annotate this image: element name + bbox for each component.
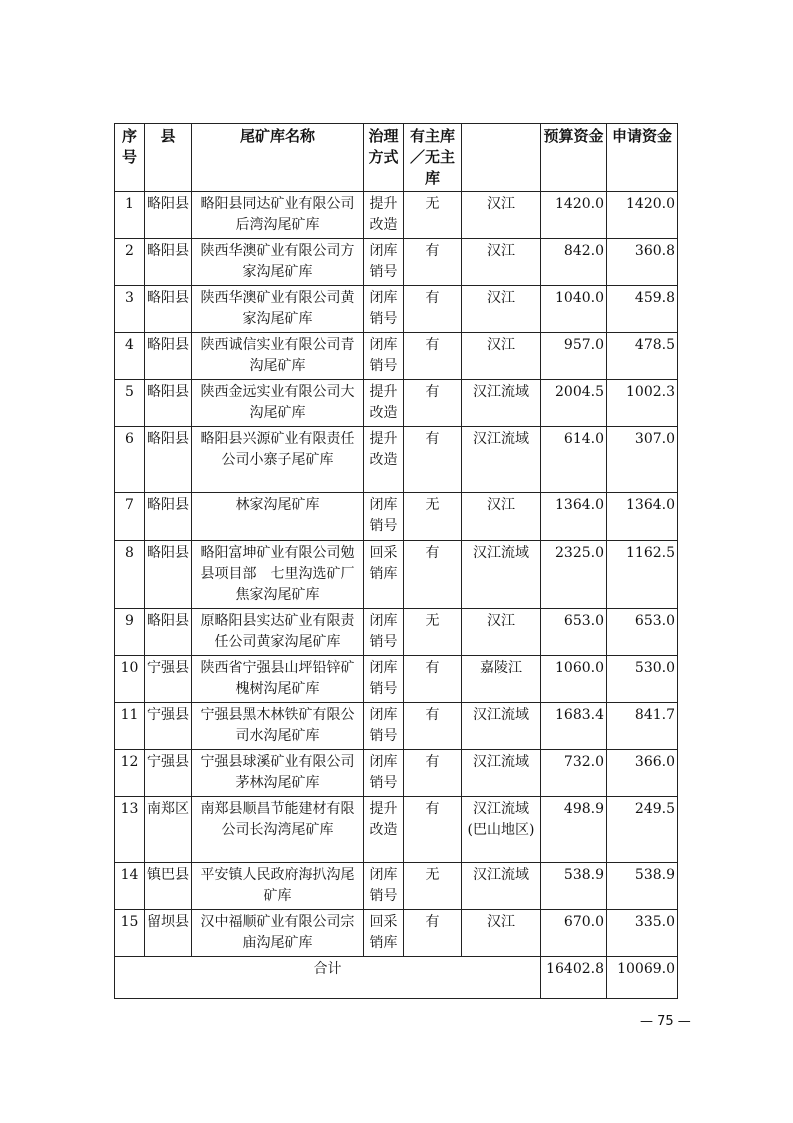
tailings-name-cell: 陕西省宁强县山坪铅锌矿槐树沟尾矿库 — [192, 656, 364, 703]
tailings-name-cell: 陕西诚信实业有限公司青沟尾矿库 — [192, 333, 364, 380]
row-number: 12 — [115, 750, 145, 797]
apply-cell: 538.9 — [607, 863, 678, 910]
header-basin — [462, 124, 541, 192]
tailings-name-cell: 陕西华澳矿业有限公司黄家沟尾矿库 — [192, 286, 364, 333]
owner-cell: 无 — [404, 863, 462, 910]
owner-cell: 无 — [404, 192, 462, 239]
row-number: 8 — [115, 541, 145, 609]
basin-cell: 汉江流域 — [462, 541, 541, 609]
row-number: 9 — [115, 609, 145, 656]
apply-cell: 1162.5 — [607, 541, 678, 609]
table-row — [115, 656, 678, 703]
owner-cell: 无 — [404, 609, 462, 656]
basin-cell: 汉江流域 — [462, 380, 541, 427]
basin-cell: 汉江 — [462, 239, 541, 286]
county-cell: 略阳县 — [145, 609, 192, 656]
tailings-name-cell: 陕西金远实业有限公司大沟尾矿库 — [192, 380, 364, 427]
tailings-name-cell: 原略阳县实达矿业有限责任公司黄家沟尾矿库 — [192, 609, 364, 656]
budget-cell: 538.9 — [541, 863, 607, 910]
basin-cell: 汉江 — [462, 286, 541, 333]
method-cell: 闭库销号 — [364, 286, 404, 333]
apply-cell: 530.0 — [607, 656, 678, 703]
method-cell: 闭库销号 — [364, 333, 404, 380]
table-row — [115, 493, 678, 541]
tailings-name-cell: 略阳县同达矿业有限公司后湾沟尾矿库 — [192, 192, 364, 239]
method-cell: 闭库销号 — [364, 703, 404, 750]
header-apply: 申请资金 — [607, 124, 678, 192]
table-row — [115, 910, 678, 957]
county-cell: 略阳县 — [145, 239, 192, 286]
row-number: 14 — [115, 863, 145, 910]
owner-cell: 有 — [404, 286, 462, 333]
owner-cell: 有 — [404, 541, 462, 609]
county-cell: 宁强县 — [145, 656, 192, 703]
tailings-name-cell: 略阳县兴源矿业有限责任公司小寨子尾矿库 — [192, 427, 364, 493]
basin-cell: 汉江 — [462, 333, 541, 380]
header-owner: 有主库／无主库 — [404, 124, 462, 192]
tailings-name-cell: 平安镇人民政府海扒沟尾矿库 — [192, 863, 364, 910]
table-row — [115, 609, 678, 656]
apply-cell: 841.7 — [607, 703, 678, 750]
row-number: 10 — [115, 656, 145, 703]
apply-cell: 459.8 — [607, 286, 678, 333]
row-number: 2 — [115, 239, 145, 286]
header-budget: 预算资金 — [541, 124, 607, 192]
header-method: 治理方式 — [364, 124, 404, 192]
apply-cell: 1364.0 — [607, 493, 678, 541]
total-row — [115, 957, 678, 999]
table-row — [115, 286, 678, 333]
tailings-name-cell: 汉中福顺矿业有限公司宗庙沟尾矿库 — [192, 910, 364, 957]
table-row — [115, 380, 678, 427]
total-apply: 10069.0 — [607, 957, 678, 999]
basin-cell: 汉江流域 — [462, 703, 541, 750]
budget-cell: 1364.0 — [541, 493, 607, 541]
apply-cell: 366.0 — [607, 750, 678, 797]
basin-cell: 汉江流域 — [462, 863, 541, 910]
table-body — [115, 192, 678, 999]
header-name: 尾矿库名称 — [192, 124, 364, 192]
county-cell: 宁强县 — [145, 750, 192, 797]
basin-cell: 汉江 — [462, 192, 541, 239]
row-number: 7 — [115, 493, 145, 541]
row-number: 5 — [115, 380, 145, 427]
method-cell: 闭库销号 — [364, 493, 404, 541]
county-cell: 略阳县 — [145, 427, 192, 493]
county-cell: 略阳县 — [145, 541, 192, 609]
budget-cell: 2325.0 — [541, 541, 607, 609]
method-cell: 闭库销号 — [364, 239, 404, 286]
budget-cell: 653.0 — [541, 609, 607, 656]
budget-cell: 1040.0 — [541, 286, 607, 333]
basin-cell: 汉江 — [462, 609, 541, 656]
basin-cell: 嘉陵江 — [462, 656, 541, 703]
header-row — [115, 124, 678, 192]
method-cell: 提升改造 — [364, 797, 404, 863]
method-cell: 提升改造 — [364, 192, 404, 239]
budget-cell: 670.0 — [541, 910, 607, 957]
header-county: 县 — [145, 124, 192, 192]
tailings-name-cell: 南郑县顺昌节能建材有限公司长沟湾尾矿库 — [192, 797, 364, 863]
owner-cell: 有 — [404, 703, 462, 750]
county-cell: 略阳县 — [145, 333, 192, 380]
method-cell: 回采销库 — [364, 541, 404, 609]
apply-cell: 1002.3 — [607, 380, 678, 427]
funding-table — [114, 123, 678, 999]
basin-cell: 汉江流域 — [462, 750, 541, 797]
county-cell: 宁强县 — [145, 703, 192, 750]
method-cell: 提升改造 — [364, 380, 404, 427]
table-row — [115, 333, 678, 380]
table-row — [115, 239, 678, 286]
apply-cell: 653.0 — [607, 609, 678, 656]
method-cell: 闭库销号 — [364, 656, 404, 703]
tailings-name-cell: 略阳富坤矿业有限公司勉县项目部 七里沟选矿厂焦家沟尾矿库 — [192, 541, 364, 609]
owner-cell: 有 — [404, 333, 462, 380]
row-number: 3 — [115, 286, 145, 333]
table-row — [115, 192, 678, 239]
budget-cell: 1060.0 — [541, 656, 607, 703]
owner-cell: 有 — [404, 797, 462, 863]
table-row — [115, 427, 678, 493]
apply-cell: 249.5 — [607, 797, 678, 863]
budget-cell: 842.0 — [541, 239, 607, 286]
county-cell: 镇巴县 — [145, 863, 192, 910]
budget-cell: 614.0 — [541, 427, 607, 493]
budget-cell: 1683.4 — [541, 703, 607, 750]
method-cell: 闭库销号 — [364, 863, 404, 910]
apply-cell: 335.0 — [607, 910, 678, 957]
total-label: 合计 — [115, 957, 541, 999]
owner-cell: 无 — [404, 493, 462, 541]
county-cell: 略阳县 — [145, 493, 192, 541]
header-no: 序号 — [115, 124, 145, 192]
method-cell: 提升改造 — [364, 427, 404, 493]
owner-cell: 有 — [404, 427, 462, 493]
apply-cell: 360.8 — [607, 239, 678, 286]
budget-cell: 1420.0 — [541, 192, 607, 239]
apply-cell: 307.0 — [607, 427, 678, 493]
table-row — [115, 703, 678, 750]
page-number: — 75 — — [640, 1014, 691, 1029]
owner-cell: 有 — [404, 380, 462, 427]
method-cell: 闭库销号 — [364, 750, 404, 797]
row-number: 13 — [115, 797, 145, 863]
method-cell: 闭库销号 — [364, 609, 404, 656]
county-cell: 略阳县 — [145, 380, 192, 427]
basin-cell: 汉江 — [462, 493, 541, 541]
county-cell: 南郑区 — [145, 797, 192, 863]
county-cell: 略阳县 — [145, 192, 192, 239]
owner-cell: 有 — [404, 656, 462, 703]
row-number: 11 — [115, 703, 145, 750]
table-row — [115, 797, 678, 863]
table-row — [115, 863, 678, 910]
tailings-name-cell: 林家沟尾矿库 — [192, 493, 364, 541]
owner-cell: 有 — [404, 239, 462, 286]
county-cell: 留坝县 — [145, 910, 192, 957]
owner-cell: 有 — [404, 750, 462, 797]
tailings-name-cell: 宁强县黑木林铁矿有限公司水沟尾矿库 — [192, 703, 364, 750]
row-number: 4 — [115, 333, 145, 380]
tailings-name-cell: 陕西华澳矿业有限公司方家沟尾矿库 — [192, 239, 364, 286]
table-row — [115, 750, 678, 797]
basin-cell: 汉江 — [462, 910, 541, 957]
apply-cell: 1420.0 — [607, 192, 678, 239]
table-row — [115, 541, 678, 609]
row-number: 6 — [115, 427, 145, 493]
row-number: 15 — [115, 910, 145, 957]
owner-cell: 有 — [404, 910, 462, 957]
budget-cell: 957.0 — [541, 333, 607, 380]
basin-cell: 汉江流域(巴山地区) — [462, 797, 541, 863]
budget-cell: 498.9 — [541, 797, 607, 863]
apply-cell: 478.5 — [607, 333, 678, 380]
basin-cell: 汉江流域 — [462, 427, 541, 493]
row-number: 1 — [115, 192, 145, 239]
budget-cell: 732.0 — [541, 750, 607, 797]
total-budget: 16402.8 — [541, 957, 607, 999]
budget-cell: 2004.5 — [541, 380, 607, 427]
method-cell: 回采销库 — [364, 910, 404, 957]
tailings-name-cell: 宁强县球溪矿业有限公司茅林沟尾矿库 — [192, 750, 364, 797]
county-cell: 略阳县 — [145, 286, 192, 333]
